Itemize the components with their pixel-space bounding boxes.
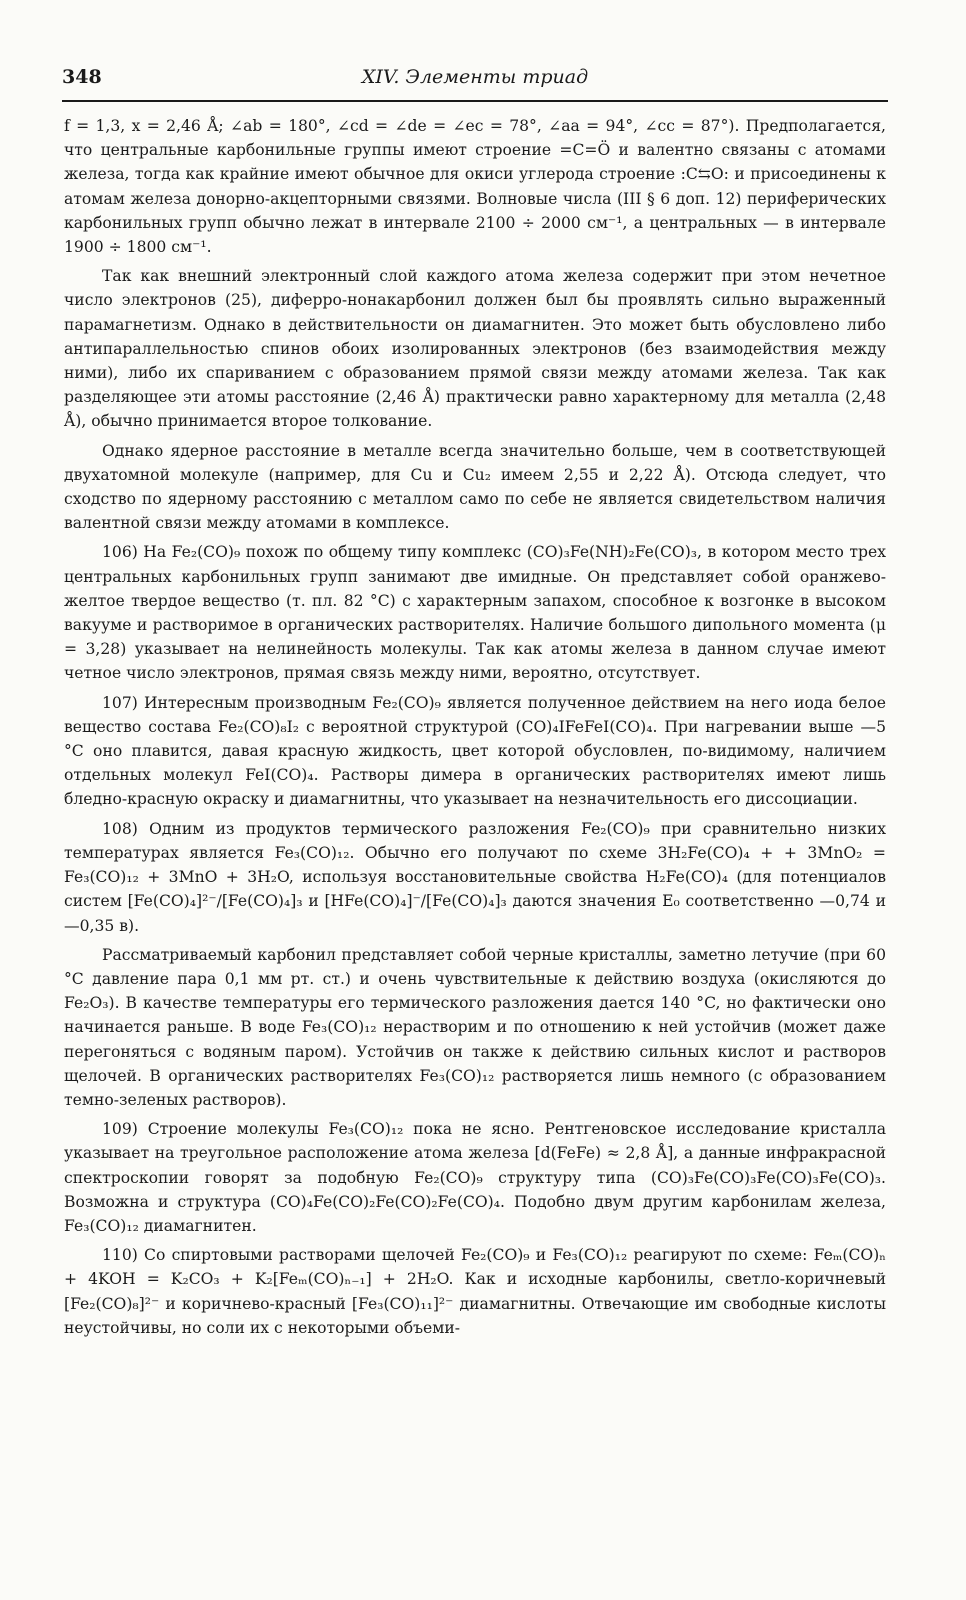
header-rule xyxy=(62,100,888,102)
running-title: XIV. Элементы триад xyxy=(361,66,589,88)
note-107: 107) Интересным производным Fe₂(CO)₉ является полученное действием на него иода белое вещество состава Fe₂(CO)₈I₂ с вероятной структурой (CO)₄IFeFeI(CO)₄. При нагревании выше —5 °C оно плавится, давая красную жидкость, цвет которой обусловлен, по-видимому, наличием отдельных молекул FeI(CO)₄. Растворы димера в органических растворителях имеют лишь бледно-красную окраску и диамагнитны, что указывает на незначительность его диссоциации. xyxy=(64,693,886,809)
note-110: 110) Со спиртовыми растворами щелочей Fe₂(CO)₉ и Fe₃(CO)₁₂ реагируют по схеме: Feₘ(CO)ₙ + 4KOH = K₂CO₃ + K₂[Feₘ(CO)ₙ₋₁] + 2H₂O. Как и исходные карбонилы, светло-коричневый [Fe₂(CO)₈]²⁻ и коричнево-красный [Fe₃(CO)₁₁]²⁻ диамагнитны. Отвечающие им свободные кислоты неустойчивы, но соли их с некоторыми объеми- xyxy=(64,1246,886,1337)
note-106: 106) На Fe₂(CO)₉ похож по общему типу комплекс (CO)₃Fe(NH)₂Fe(CO)₃, в котором место трех центральных карбонильных групп занимают две имидные. Он представляет собой оранжево-желтое твердое вещество (т. пл. 82 °C) с характерным запахом, способное к возгонке в высоком вакууме и растворимое в органических растворителях. Наличие большого дипольного момента (μ = 3,28) указывает на нелинейность молекулы. Так как атомы железа в данном случае имеют четное число электронов, прямая связь между ними, вероятно, отсутствует. xyxy=(64,543,886,683)
page-body xyxy=(64,114,886,1345)
page-number: 348 xyxy=(62,66,102,88)
paragraph-fe3co12-properties: Рассматриваемый карбонил представляет собой черные кристаллы, заметно летучие (при 60 °C давление пара 0,1 мм рт. ст.) и очень чувствительные к действию воздуха (окисляются до Fe₂O₃). В качестве температуры его термического разложения дается 140 °C, но фактически оно начинается раньше. В воде Fe₃(CO)₁₂ нерастворим и по отношению к ней устойчив (может даже перегоняться с водяным паром). Устойчив он также к действию сильных кислот и растворов щелочей. В органических растворителях Fe₃(CO)₁₂ растворяется лишь немного (с образованием темно-зеленых растворов). xyxy=(64,945,886,1109)
paragraph-continuation: f = 1,3, x = 2,46 Å; ∠ab = 180°, ∠cd = ∠de = ∠ec = 78°, ∠aa = 94°, ∠cc = 87°). Предполагается, что центральные карбонильные группы имеют строение =C=Ö и валентно связаны с атомами железа, тогда как крайние имеют обычное для окиси углерода строение :C⇆O: и присоединены к атомам железа донорно-акцепторными связями. Волновые числа (III § 6 доп. 12) периферических карбонильных групп обычно лежат в интервале 2100 ÷ 2000 см⁻¹, а центральных — в интервале 1900 ÷ 1800 см⁻¹. xyxy=(64,117,886,257)
note-109: 109) Строение молекулы Fe₃(CO)₁₂ пока не ясно. Рентгеновское исследование кристалла указывает на треугольное расположение атома железа [d(FeFe) ≈ 2,8 Å], а данные инфракрасной спектроскопии говорят за подобную Fe₂(CO)₉ структуру типа (CO)₃Fe(CO)₃Fe(CO)₃Fe(CO)₃. Возможна и структура (CO)₄Fe(CO)₂Fe(CO)₂Fe(CO)₄. Подобно двум другим карбонилам железа, Fe₃(CO)₁₂ диамагнитен. xyxy=(64,1120,886,1235)
note-108: 108) Одним из продуктов термического разложения Fe₂(CO)₉ при сравнительно низких температурах является Fe₃(CO)₁₂. Обычно его получают по схеме 3H₂Fe(CO)₄ + + 3MnO₂ = Fe₃(CO)₁₂ + 3MnO + 3H₂O, используя восстановительные свойства H₂Fe(CO)₄ (для потенциалов систем [Fe(CO)₄]²⁻/[Fe(CO)₄]₃ и [HFe(CO)₄]⁻/[Fe(CO)₄]₃ даются значения E₀ соответственно —0,74 и —0,35 в). xyxy=(64,819,886,935)
paragraph-diamagnetism: Так как внешний электронный слой каждого атома железа содержит при этом нечетное число электронов (25), диферро-нонакарбонил должен был бы проявлять сильно выраженный парамагнетизм. Однако в действительности он диамагнитен. Это может быть обусловлено либо антипараллельностью спинов обоих изолированных электронов (без взаимодействия между ними), либо их спариванием с образованием прямой связи между атомами железа. Так как разделяющее эти атомы расстояние (2,46 Å) практически равно характерному для металла (2,48 Å), обычно принимается второе толкование. xyxy=(64,267,886,431)
paragraph-nuclear-distance: Однако ядерное расстояние в металле всегда значительно больше, чем в соответствующей двухатомной молекуле (например, для Cu и Cu₂ имеем 2,55 и 2,22 Å). Отсюда следует, что сходство по ядерному расстоянию с металлом само по себе не является свидетельством наличия валентной связи между атомами в комплексе. xyxy=(64,441,886,533)
page-header xyxy=(62,66,888,96)
